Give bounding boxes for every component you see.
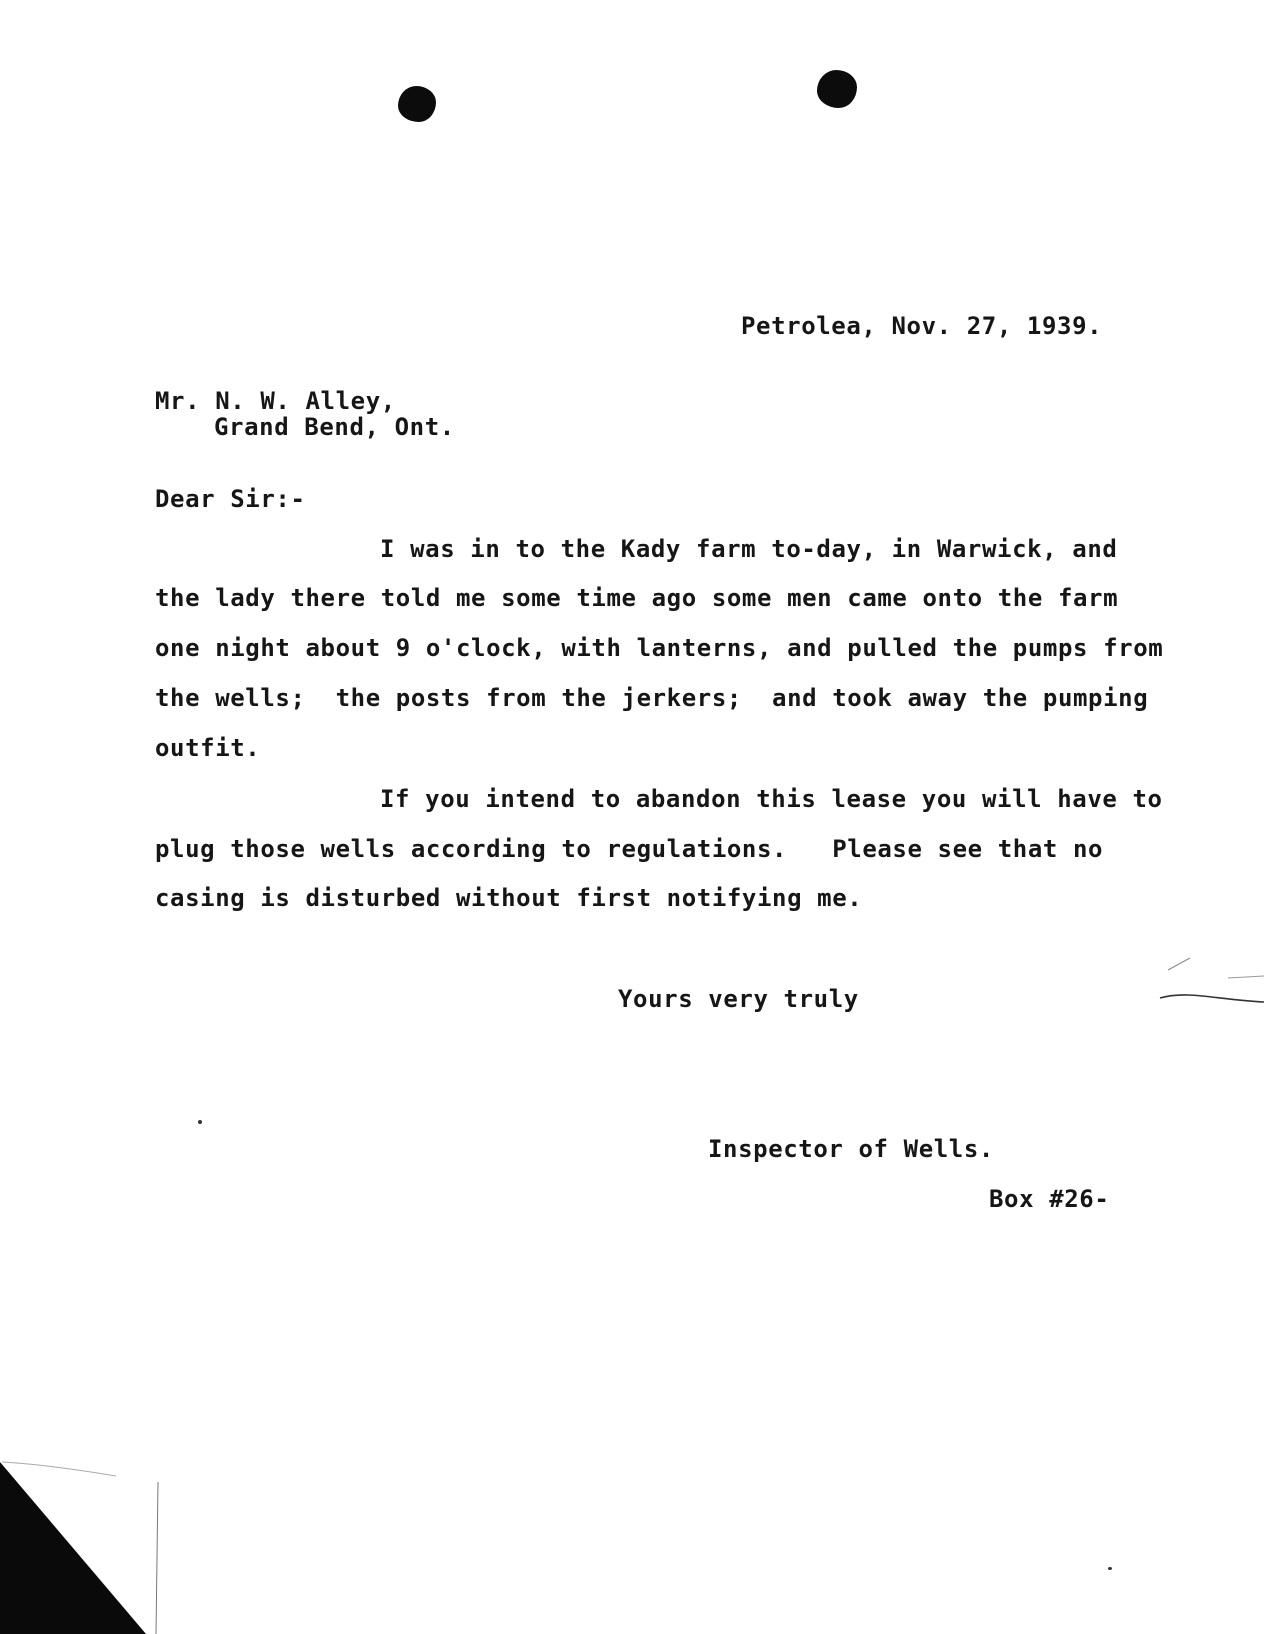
folded-corner-shadow (0, 1462, 160, 1634)
recipient-address: Grand Bend, Ont. (214, 413, 455, 441)
paragraph2-line: plug those wells according to regulations. Please see that no (155, 835, 1104, 863)
dateline: Petrolea, Nov. 27, 1939. (741, 312, 1103, 340)
paragraph1-line: the wells; the posts from the jerkers; and took away the pumping (155, 684, 1149, 712)
scan-scratch (1158, 950, 1268, 1030)
paragraph1-line: the lady there told me some time ago some men came onto the farm (155, 584, 1119, 612)
scan-speck (198, 1120, 202, 1124)
paragraph2-line: If you intend to abandon this lease you will have to (380, 785, 1163, 813)
recipient-name: Mr. N. W. Alley, (155, 387, 396, 415)
salutation: Dear Sir:- (155, 485, 306, 513)
signature-title: Inspector of Wells. (708, 1135, 994, 1163)
punch-hole-right (817, 70, 857, 108)
paragraph1-line: I was in to the Kady farm to-day, in Warwick, and (380, 535, 1118, 563)
scan-speck (1108, 1567, 1112, 1570)
punch-hole-left (398, 86, 436, 122)
paragraph1-line: one night about 9 o'clock, with lanterns, and pulled the pumps from (155, 634, 1164, 662)
box-number: Box #26- (989, 1185, 1110, 1213)
paragraph1-line: outfit. (155, 734, 261, 762)
paragraph2-line: casing is disturbed without first notifying me. (155, 884, 863, 912)
closing: Yours very truly (618, 985, 859, 1013)
